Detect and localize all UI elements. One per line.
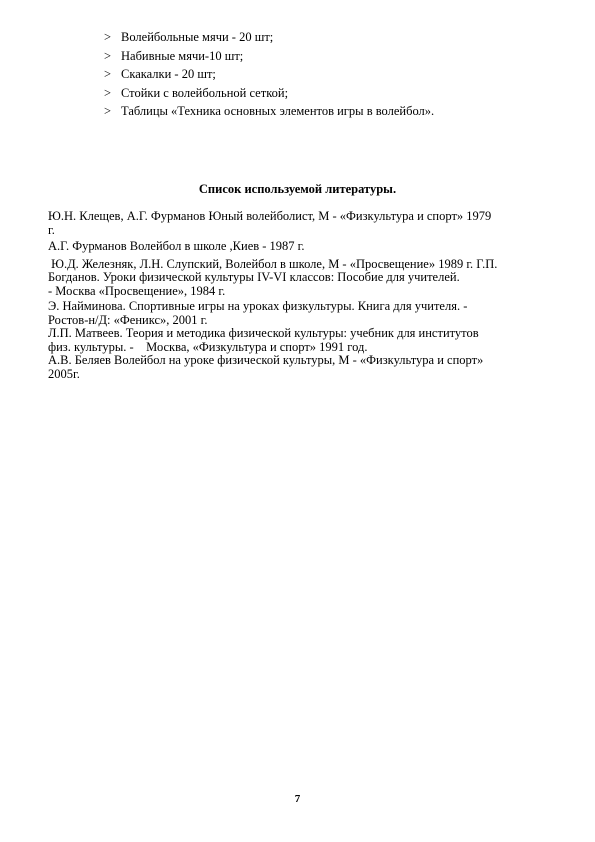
bullet-marker: >: [104, 48, 112, 63]
bullet-marker: >: [104, 67, 112, 82]
reference-line: Л.П. Матвеев. Теория и методика физической культуры: учебник для институтов: [48, 326, 479, 340]
list-item-text: Набивные мячи-10 шт;: [121, 48, 244, 63]
reference-list: [48, 210, 553, 381]
reference-line: - Москва «Просвещение», 1984 г.: [48, 283, 226, 298]
list-item: [104, 102, 434, 121]
reference-line: г.: [48, 222, 55, 237]
reference-line: Э. Найминова. Спортивные игры на уроках физкультуры. Книга для учителя. -: [48, 299, 468, 313]
page-number: 7: [294, 793, 301, 805]
list-item-text: Волейбольные мячи - 20 шт;: [121, 30, 274, 44]
list-item-text: Таблицы «Техника основных элементов игры в волейбол».: [121, 104, 435, 119]
reference-entry: [48, 210, 553, 237]
reference-entry: [48, 327, 553, 354]
reference-line: Ю.Д. Железняк, Л.Н. Слупский, Волейбол в школе, М - «Просвещение» 1989 г. Г.П.: [48, 256, 498, 271]
literature-heading: [0, 181, 595, 197]
bullet-marker: >: [104, 30, 112, 44]
list-item: [104, 28, 434, 47]
reference-line: А.Г. Фурманов Волейбол в школе ,Киев - 1987 г.: [48, 239, 305, 253]
reference-line: 2005г.: [48, 366, 80, 381]
reference-line: Богданов. Уроки физической культуры IV-VI классов: Пособие для учителей.: [48, 270, 460, 284]
reference-line: Ростов-н/Д: «Феникс», 2001 г.: [48, 312, 208, 327]
reference-entry: [48, 258, 553, 299]
equipment-list: [104, 28, 434, 121]
reference-line: Ю.Н. Клещев, А.Г. Фурманов Юный волейболист, М - «Физкультура и спорт» 1979: [48, 209, 492, 223]
bullet-marker: >: [104, 104, 112, 119]
list-item: [104, 84, 434, 103]
reference-entry: [48, 240, 553, 254]
list-item-text: Стойки с волейбольной сеткой;: [121, 85, 289, 100]
bullet-marker: >: [104, 85, 112, 100]
reference-entry: [48, 354, 553, 381]
reference-entry: [48, 300, 553, 327]
list-item: [104, 65, 434, 84]
list-item-text: Скакалки - 20 шт;: [121, 67, 216, 82]
list-item: [104, 47, 434, 66]
reference-line: физ. культуры. - Москва, «Физкультура и спорт» 1991 год.: [48, 339, 368, 354]
literature-heading-text: Список используемой литературы.: [198, 182, 397, 196]
reference-line: А.В. Беляев Волейбол на уроке физической культуры, М - «Физкультура и спорт»: [48, 353, 484, 367]
